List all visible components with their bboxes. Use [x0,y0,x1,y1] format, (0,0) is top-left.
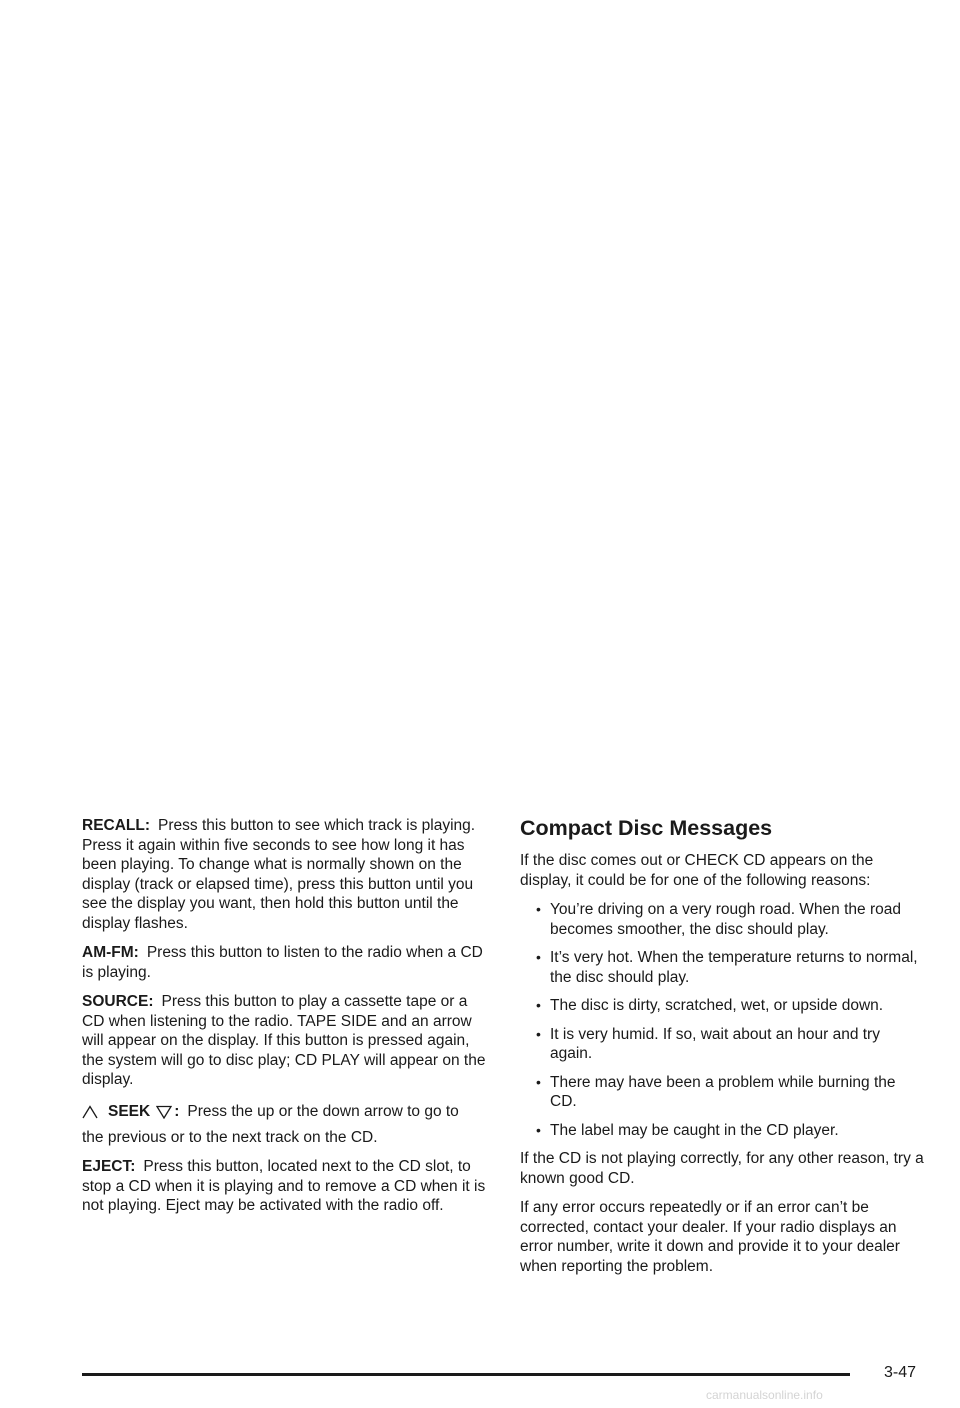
watermark: carmanualsonline.info [706,1388,823,1402]
seek-text-line2: the previous or to the next track on the CD. [82,1128,378,1146]
seek-paragraph [82,1100,494,1148]
list-item: • You’re driving on a very rough road. When the road becomes smoother, the disc should play. [536,901,901,938]
source-text: Press this button to play a cassette tape or a CD when listening to the radio. TAPE SIDE and an arrow will appear on the display. If this button is pressed again, the system will go to disc play; CD PLAY will appear on the display. [82,993,486,1088]
list-item: • There may have been a problem while burning the CD. [536,1073,896,1110]
seek-term: SEEK [108,1102,151,1120]
error-paragraph: If any error occurs repeatedly or if an error can’t be corrected, contact your dealer. If your radio displays an error number, write it down and provide it to your dealer when reporting the problem. [520,1199,900,1275]
up-arrow-icon [82,1105,98,1119]
right-column [520,816,924,1286]
seek-colon: : [174,1102,180,1120]
amfm-text: Press this button to listen to the radio when a CD is playing. [82,944,483,981]
left-column [82,816,494,1226]
correct-paragraph: If the CD is not playing correctly, for any other reason, try a known good CD. [520,1150,924,1187]
eject-text: Press this button, located next to the CD slot, to stop a CD when it is playing and to remove a CD when it is not playing. Eject may be activated with the radio off. [82,1158,486,1214]
bullet-icon: • [536,997,541,1013]
down-arrow-icon [156,1105,172,1119]
bullet-icon: • [536,1121,541,1138]
bullet-icon: • [536,1025,541,1042]
eject-paragraph [82,1157,494,1216]
reasons-list [520,900,924,1140]
bullet-icon: • [536,949,541,965]
intro-paragraph: If the disc comes out or CHECK CD appears on the display, it could be for one of the following reasons: [520,852,874,889]
recall-paragraph [82,816,494,933]
section-heading: Compact Disc Messages [520,816,773,840]
seek-text-line1: Press the up or the down arrow to go to [187,1102,459,1120]
list-item: • The label may be caught in the CD player. [536,1121,839,1139]
bullet-icon: • [536,1073,541,1090]
list-item: • It’s very hot. When the temperature returns to normal, the disc should play. [536,949,918,986]
source-paragraph [82,992,494,1090]
amfm-paragraph [82,943,494,982]
footer-rule [82,1373,850,1376]
list-item: • The disc is dirty, scratched, wet, or upside down. [536,997,884,1014]
amfm-term: AM-FM: [82,944,139,961]
source-term: SOURCE: [82,993,154,1010]
eject-term: EJECT: [82,1158,136,1175]
recall-term: RECALL: [82,817,151,834]
list-item: • It is very humid. If so, wait about an hour and try again. [536,1025,880,1062]
bullet-icon: • [536,901,541,917]
recall-text: Press this button to see which track is playing. Press it again within five seconds to see how long it has been playing. To change what is normally shown on the display (track or elapsed time), press this button until you see the display you want, then hold this button until the display flashes. [82,817,476,932]
page-number: 3-47 [884,1364,917,1381]
